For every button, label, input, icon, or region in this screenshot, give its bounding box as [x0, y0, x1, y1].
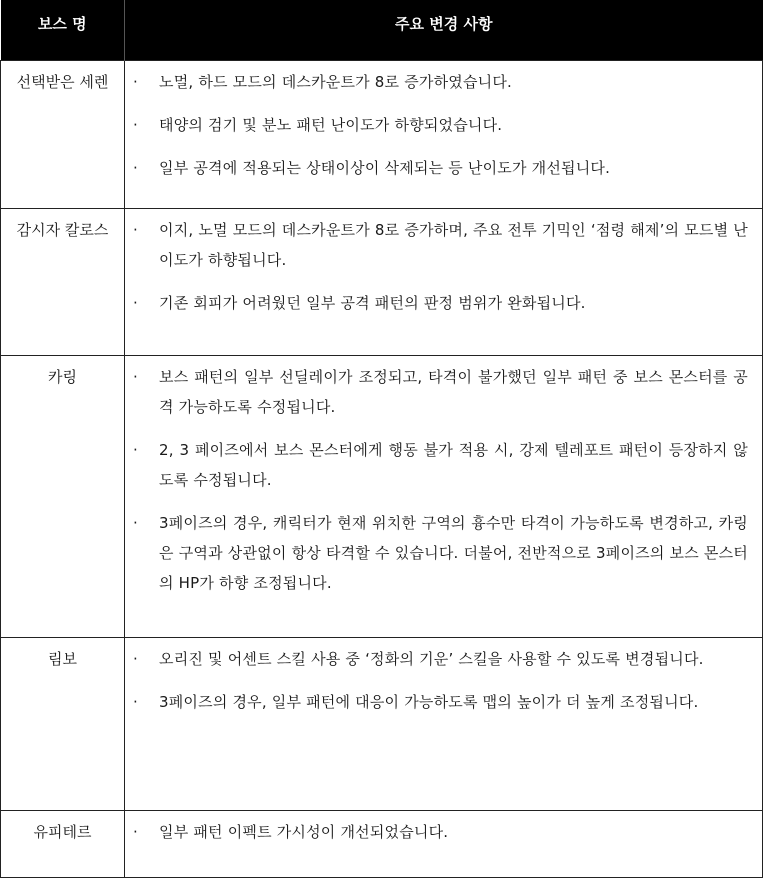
table-row: [1, 811, 763, 878]
changes-list: [133, 362, 748, 598]
table-row: [1, 61, 763, 209]
list-item: [133, 508, 748, 598]
changes-list: [133, 67, 748, 183]
bullet-icon: ·: [133, 823, 138, 841]
table-row: [1, 356, 763, 638]
list-item: [133, 644, 748, 674]
bullet-icon: ·: [133, 514, 138, 532]
change-text: 기존 회피가 어려웠던 일부 공격 패턴의 판정 범위가 완화됩니다.: [159, 294, 586, 312]
boss-name-cell: 유피테르: [1, 811, 125, 878]
changes-list: [133, 817, 748, 847]
boss-name-cell: 감시자 칼로스: [1, 209, 125, 356]
changes-cell: [125, 61, 763, 209]
change-text: 일부 공격에 적용되는 상태이상이 삭제되는 등 난이도가 개선됩니다.: [159, 159, 611, 177]
list-item: [133, 67, 748, 97]
changes-list: [133, 215, 748, 318]
bullet-icon: ·: [133, 159, 138, 177]
table-row: [1, 209, 763, 356]
bullet-icon: ·: [133, 116, 138, 134]
change-text: 3페이즈의 경우, 일부 패턴에 대응이 가능하도록 맵의 높이가 더 높게 조정됩니다.: [159, 693, 699, 711]
list-item: [133, 288, 748, 318]
change-text: 일부 패턴 이펙트 가시성이 개선되었습니다.: [159, 823, 449, 841]
list-item: [133, 687, 748, 717]
list-item: [133, 110, 748, 140]
bullet-icon: ·: [133, 650, 138, 668]
changes-cell: [125, 356, 763, 638]
change-text: 2, 3 페이즈에서 보스 몬스터에게 행동 불가 적용 시, 강제 텔레포트 패턴이 등장하지 않도록 수정됩니다.: [159, 441, 748, 489]
change-text: 3페이즈의 경우, 캐릭터가 현재 위치한 구역의 흉수만 타격이 가능하도록 변경하고, 카링은 구역과 상관없이 항상 타격할 수 있습니다. 더불어, 전반적으로 3페이즈의 보스 몬스터의 HP가 하향 조정됩니다.: [159, 514, 748, 592]
changes-cell: [125, 638, 763, 811]
change-text: 태양의 검기 및 분노 패턴 난이도가 하향되었습니다.: [159, 116, 503, 134]
list-item: [133, 817, 748, 847]
bullet-icon: ·: [133, 294, 138, 312]
changes-list: [133, 644, 748, 717]
list-item: [133, 215, 748, 275]
header-boss-name: 보스 명: [1, 0, 125, 61]
bullet-icon: ·: [133, 73, 138, 91]
bullet-icon: ·: [133, 221, 138, 239]
bullet-icon: ·: [133, 368, 138, 386]
changes-cell: [125, 811, 763, 878]
list-item: [133, 362, 748, 422]
boss-name-cell: 카링: [1, 356, 125, 638]
header-main-changes: 주요 변경 사항: [125, 0, 763, 61]
table-header-row: [1, 0, 763, 61]
change-text: 노멀, 하드 모드의 데스카운트가 8로 증가하였습니다.: [159, 73, 513, 91]
boss-name-cell: 림보: [1, 638, 125, 811]
bullet-icon: ·: [133, 441, 138, 459]
list-item: [133, 153, 748, 183]
change-text: 이지, 노멀 모드의 데스카운트가 8로 증가하며, 주요 전투 기믹인 ‘점령 해제’의 모드별 난이도가 하향됩니다.: [159, 221, 748, 269]
change-text: 오리진 및 어센트 스킬 사용 중 ‘정화의 기운’ 스킬을 사용할 수 있도록 변경됩니다.: [159, 650, 704, 668]
changes-cell: [125, 209, 763, 356]
list-item: [133, 435, 748, 495]
boss-name-cell: 선택받은 세렌: [1, 61, 125, 209]
change-text: 보스 패턴의 일부 선딜레이가 조정되고, 타격이 불가했던 일부 패턴 중 보스 몬스터를 공격 가능하도록 수정됩니다.: [159, 368, 748, 416]
table-row: [1, 638, 763, 811]
bullet-icon: ·: [133, 693, 138, 711]
